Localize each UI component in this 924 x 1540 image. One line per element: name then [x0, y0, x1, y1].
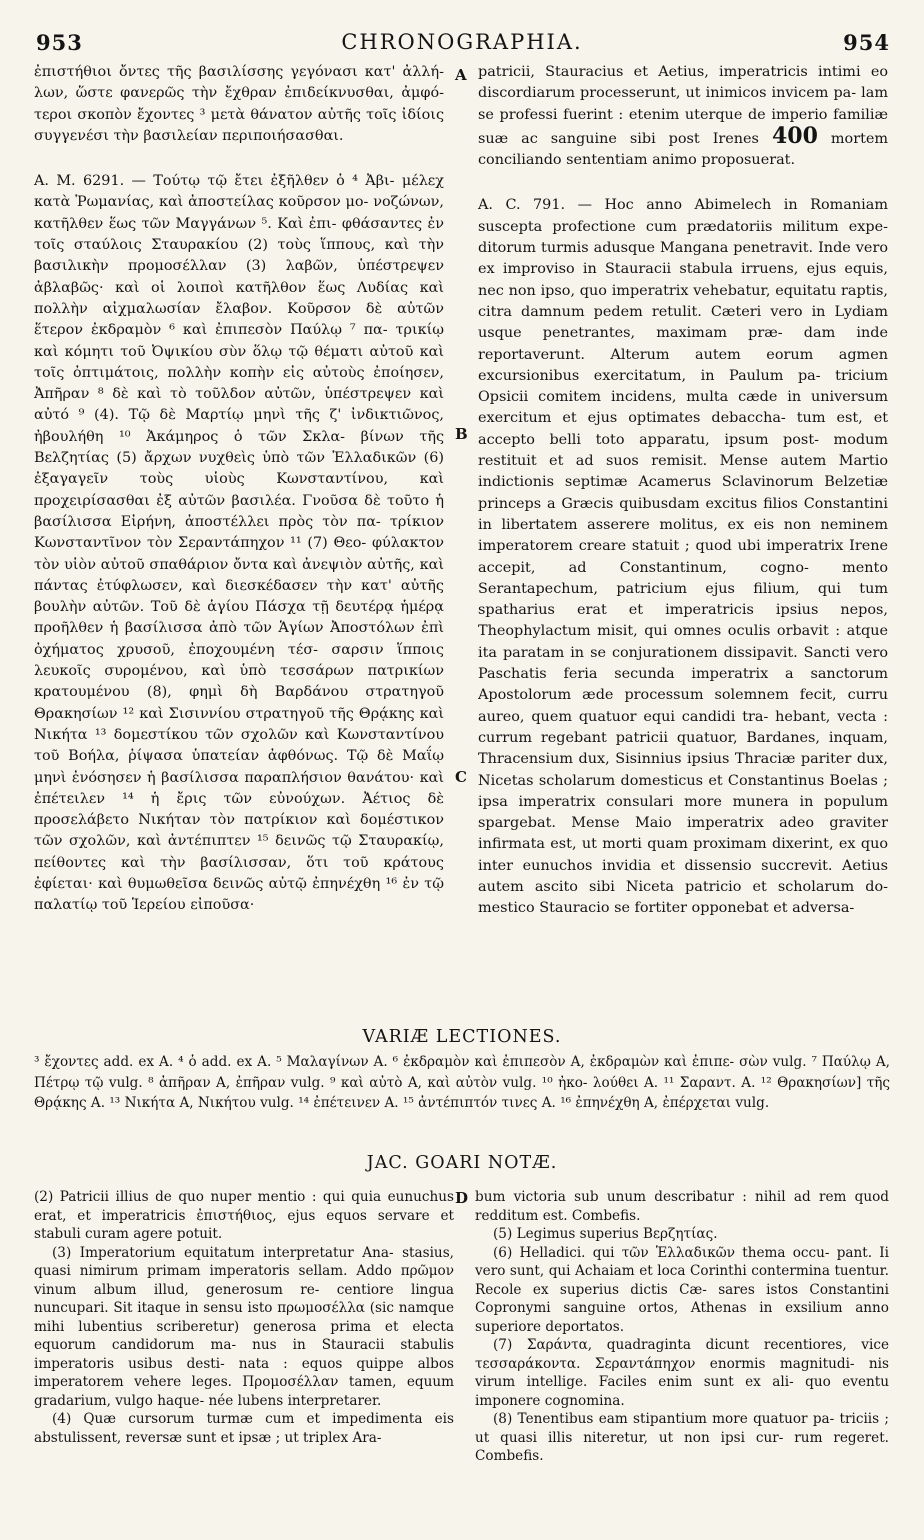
margin-letter-d: D	[455, 1189, 469, 1207]
page-number-right: 954	[843, 30, 890, 55]
note-4: (4) Quæ cursorum turmæ cum et impedimenta eis abstulissent, reversæ sunt et ipsæ ; ut triplex Ara-	[34, 1411, 454, 1446]
variae-lectiones-text: ³ ἔχοντες add. ex A. ⁴ ὁ add. ex A. ⁵ Μαλαγίνων A. ⁶ ἐκδραμὸν καὶ ἐπιπεσὸν A, ἐκδραμὼν καὶ ἐπιπε- σὼν vulg. ⁷ Παύλῳ A, Πέτρῳ τῷ vulg. ⁸ ἀπῆραν A, ἐπῆραν vulg. ⁹ καὶ αὐτὸ A, καὶ αὐτὸν vulg. ¹⁰ ἠκο- λούθει A. ¹¹ Σαραντ. A. ¹² Θρακησίων] τῆς Θρᾴκης A. ¹³ Νικήτα A, Νικήτου vulg. ¹⁴ ἐπέτεινεν A. ¹⁵ ἀντέπιπτόν τινες A. ¹⁶ ἐπηνέχθη A, ἐπέρχεται vulg.	[34, 1054, 890, 1111]
latin-paragraph-2: A. C. 791. — Hoc anno Abimelech in Romaniam suscepta profectione cum prædatoriis militum expe- ditorum turmis adusque Mangana penetravit. Inde vero ex improviso in Stauracii stabula irruens, ejus equis, nec non ipso, quo imperatrix vehebatur, equitatu raptis, citra damnum pedem retulit. Cæteri vero in Lydiam usque penetrantes, maximam præ- dam inde reportaverunt. Alterum autem eorum agmen excursionibus exercitatum, in Paulum pa- tricium Opsicii comitem incidens, multa cæde in universum exercitum et ejus optimates debaccha- tum est, et accepto belli toto apparatu, ipsum post- modum restituit et ad suos remisit. Mense autem Martio indictionis septimæ Acamerus Sclavinorum Belzetiæ princeps a Græcis quibusdam excitus filios Constantini in libertatem asserere molitus, ex eis non neminem imperatorem creare statuit ; quod ubi imperatrix Irene accepit, ad Constantinum, cogno- mento Serantapechum, patricium ejus filium, qui tum spatharius erat et imperatricis ipsius nepos, Theophylactum misit, qui omnes oculis orbavit : atque ita paratam in se conjurationem dissipavit. Sancti vero Paschatis feria secunda imperatrix a sanctorum Apostolorum æde processum solemnem fecit, curru aureo, quem quatuor equi candidi tra- hebant, vecta : currum regebant patricii quatuor, Bardanes, inquam, Thracensium dux, Sisinnius ipsius Thraciæ pariter dux, Nicetas scholarum domesticus et Constantinus Boelas ; ipsa imperatrix consulari more munera in populum spargebat. Mense Maio imperatrix adeo graviter infirmata est, ut morti quam proximam dixerint, ex quo inter eunuchos invidia et dissensio succrevit. Aetius autem ascito sibi Niceta patricio et scholarum do- mestico Stauracio se fortiter opponebat et adversa-	[478, 197, 888, 917]
variae-lectiones-heading: VARIÆ LECTIONES.	[362, 1027, 562, 1047]
latin-paragraph-1-text: patricii, Stauracius et Aetius, imperatricis intimi eo discordiarum processerunt, ut inimicos invicem pa- lam se professi fuerint : etenim uterque de imperio familiæ suæ ac sanguine sibi post Irenes	[478, 64, 888, 147]
margin-letter-c: C	[455, 768, 467, 786]
note-8: (8) Tenentibus eam stipantium more quatuor pa- triciis ; ut quasi illis niteretur, ut non ipsi cur- rum regeret. Combefis.	[475, 1411, 889, 1464]
notes-heading: JAC. GOARI NOTÆ.	[366, 1153, 558, 1173]
note-7: (7) Σαράντα, quadraginta dicunt recentiores, vice τεσσαράκοντα. Σεραντάπηχον enormis magnitudi- nis virum intellige. Faciles enim sunt ex ali- quo eventu imponere cognomina.	[475, 1337, 889, 1409]
latin-paragraph-1	[478, 62, 888, 171]
note-3: (3) Imperatorium equitatum interpretatur Ana- stasius, quasi nimirum primam imperatoris sellam. Addo πρῶμον vinum album illud, generosum re- centiore lingua nuncupari. Sit itaque in sensu isto πρωμοσέλλα (sic namque mihi lubentius scriberetur) generosa prima et electa equorum candidorum ma- nus in Stauracii stabulis imperatoris usibus desti- nata : equos quippe albos imperatorem vehere leges. Προμοσέλλαν tamen, equum gradarium, vulgo haque- née lubens interpretarer.	[34, 1244, 454, 1409]
notes-right-column	[475, 1188, 889, 1466]
greek-paragraph-1: ἐπιστήθιοι ὄντες τῆς βασιλίσσης γεγόνασι κατ' ἀλλή- λων, ὥστε φανερῶς τὴν ἔχθραν ἐπιδείκνυσθαι, ἀμφό- τεροι σκοπὸν ἔχοντες ³ μετὰ θάνατον αὐτῆς τοῖς ἰδίοις συγγενέσι τὴν βασιλείαν περιποιήσασθαι.	[34, 64, 444, 144]
note-2: (2) Patricii illius de quo nuper mentio : qui quia eunuchus erat, et imperatricis ἐπιστήθιος, ejus equos servare et stabuli curam agere potuit.	[34, 1189, 454, 1242]
note-6: (6) Helladici. qui τῶν Ἑλλαδικῶν thema occu- pant. Ii vero sunt, qui Achaiam et loca Corinthi contermina tuentur. Recole ex superius dictis Cæ- sares istos Constantini Copronymi sanguine ortos, Athenas in exsilium anno superiore deportatos.	[475, 1244, 889, 1335]
margin-letter-b: B	[455, 425, 468, 443]
margin-letter-a: A	[455, 66, 467, 84]
note-5: (5) Legimus superius Βερζητίας.	[493, 1226, 718, 1242]
greek-paragraph-2: A. M. 6291. — Τούτῳ τῷ ἔτει ἐξῆλθεν ὁ ⁴ Ἀβι- μέλεχ κατὰ Ῥωμανίας, καὶ ἀποστείλας κοῦρσον μο- νοζώνων, κατῆλθεν ἕως τῶν Μαγγάνων ⁵. Καὶ ἐπι- φθάσαντες ἐν τοῖς σταύλοις Σταυρακίου (2) τοὺς ἵππους, καὶ τὴν βασιλικὴν προμοσέλλαν (3) λαβῶν, ὑπέστρεψεν ἀβλαβῶς· καὶ οἱ λοιποὶ κατῆλθον ἕως Λυδίας καὶ πολλὴν αἰχμαλωσίαν ἔλαβον. Κοῦρσον δὲ αὐτῶν ἕτερον ἐκδραμὸν ⁶ καὶ ἐπιπεσὸν Παύλῳ ⁷ πα- τρικίῳ καὶ κόμητι τοῦ Ὀψικίου σὺν ὅλῳ τῷ θέματι αὐτοῦ καὶ τοῖς ὀπτιμάτοις, πολλὴν κοπὴν εἰς αὐτοὺς ἐποίησεν, Ἀπῆραν ⁸ δὲ καὶ τὸ τοῦλδον αὐτῶν, ὑπέστρεψεν καὶ αὐτό ⁹ (4). Τῷ δὲ Μαρτίῳ μηνὶ τῆς ζ' ἰνδικτιῶνος, ἠβουλήθη ¹⁰ Ἀκάμηρος ὁ τῶν Σκλα- βίνων τῆς Βελζητίας (5) ἄρχων νυχθεὶς ὑπὸ τῶν Ἑλλαδικῶν (6) ἐξαγαγεῖν τοὺς υἱοὺς Κωνσταντίνου, καὶ προχειρίσασθαι ἐξ αὐτῶν βασιλέα. Γνοῦσα δὲ τοῦτο ἡ βασίλισσα Εἰρήνη, ἀποστέλλει πρὸς τὸν πα- τρίκιον Κωνσταντῖνον τὸν Σεραντάπηχον ¹¹ (7) Θεο- φύλακτον τὸν υἱὸν αὐτοῦ σπαθάριον ὄντα καὶ ἀνεψιὸν αὐτῆς, καὶ πάντας ἐτύφλωσεν, καὶ διεσκέδασεν τὴν κατ' αὐτῆς βουλὴν αὐτῶν. Τοῦ δὲ ἁγίου Πάσχα τῇ δευτέρᾳ ἡμέρᾳ προῆλθεν ἡ βασίλισσα ἀπὸ τῶν Ἁγίων Ἀποστόλων ἐπὶ ὀχήματος χρυσοῦ, ἐποχουμένη τέσ- σαρσιν ἵπποις λευκοῖς συρομένου, καὶ ὑπὸ τεσσάρων πατρικίων κρατουμένου (8), φημὶ δὴ Βαρδάνου στρατηγοῦ Θρακησίων ¹² καὶ Σισιννίου στρατηγοῦ τῆς Θρᾴκης καὶ Νικήτα ¹³ δομεστίκου τῶν σχολῶν καὶ Κωνσταντίνου τοῦ Βοήλα, ῥίψασα ὑπατείαν ἀφθόνως. Τῷ δὲ Μαΐῳ μηνὶ ἐνόσησεν ἡ βασίλισσα παραπλήσιον θανάτου· καὶ ἐπέτειλεν ¹⁴ ἡ ἔρις τῶν εὐνούχων. Ἀέτιος δὲ προσελάβετο Νικήταν τὸν πατρίκιον καὶ δομέστικον τῶν σχολῶν, καὶ ἀντέπιπτεν ¹⁵ δεινῶς τῷ Σταυρακίῳ, πείθοντες καὶ τὴν βασίλισσαν, ὅτι τοῦ κράτους ἐφίεται· καὶ θυμωθεῖσα δεινῶς αὐτῷ ἐπηνέχθη ¹⁶ ἐν τῷ παλατίῳ τοῦ Ἱερείου εἰποῦσα·	[34, 173, 444, 914]
latin-paragraph-1-tail: mortem conciliando sententiam animo proposuerat.	[478, 130, 889, 169]
greek-column	[34, 62, 444, 917]
page-number-left: 953	[36, 30, 83, 55]
notes-left-column	[34, 1188, 454, 1447]
latin-column	[478, 62, 888, 920]
note-4-continued: bum victoria sub unum describatur : nihil ad rem quod redditum est. Combefis.	[475, 1189, 889, 1224]
folio-mark: 400	[771, 122, 818, 149]
running-head	[0, 30, 924, 60]
running-title: CHRONOGRAPHIA.	[341, 30, 583, 54]
